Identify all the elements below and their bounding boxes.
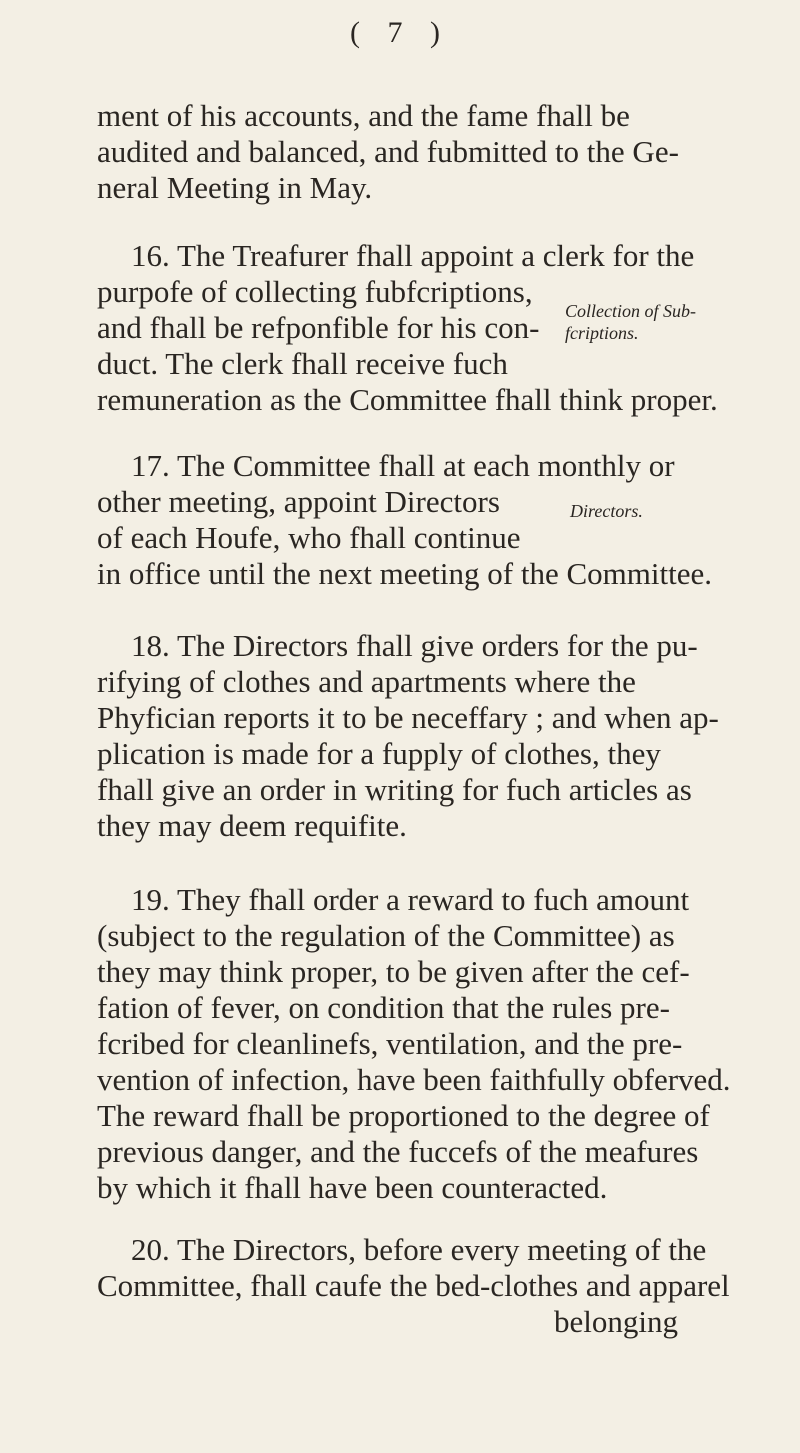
text-line: previous danger, and the fuccefs of the meafures bbox=[97, 1134, 699, 1169]
text-line: Committee, fhall caufe the bed-clothes and apparel bbox=[97, 1268, 730, 1303]
text-line: they may think proper, to be given after the cef- bbox=[97, 954, 690, 989]
rule-18-line: 18. The Directors fhall give orders for the pu- bbox=[131, 628, 698, 663]
text-line: purpofe of collecting fubfcriptions, bbox=[97, 274, 533, 309]
text-line: ment of his accounts, and the fame fhall be bbox=[97, 98, 630, 133]
rule-19-line: 19. They fhall order a reward to fuch amount bbox=[131, 882, 690, 917]
rule-20-line: 20. The Directors, before every meeting of the bbox=[131, 1232, 707, 1267]
text-line: plication is made for a fupply of clothes, they bbox=[97, 736, 661, 771]
text-line: The reward fhall be proportioned to the degree of bbox=[97, 1098, 710, 1133]
text-line: other meeting, appoint Directors bbox=[97, 484, 500, 519]
text-line: duct. The clerk fhall receive fuch bbox=[97, 346, 508, 381]
text-line: neral Meeting in May. bbox=[97, 170, 373, 205]
text-line: fation of fever, on condition that the rules pre- bbox=[97, 990, 670, 1025]
text-line: and fhall be refponfible for his con- bbox=[97, 310, 540, 345]
text-line: audited and balanced, and fubmitted to the Ge- bbox=[97, 134, 679, 169]
text-line: vention of infection, have been faithfully obferved. bbox=[97, 1062, 731, 1097]
text-line: of each Houfe, who fhall continue bbox=[97, 520, 521, 555]
text-line: fhall give an order in writing for fuch articles as bbox=[97, 772, 692, 807]
text-line: by which it fhall have been counteracted. bbox=[97, 1170, 608, 1205]
catchword: belonging bbox=[554, 1304, 678, 1339]
margin-note-directors: Directors. bbox=[570, 501, 643, 521]
text-line: rifying of clothes and apartments where the bbox=[97, 664, 636, 699]
rule-17-line: 17. The Committee fhall at each monthly or bbox=[131, 448, 675, 483]
text-line: in office until the next meeting of the Committee. bbox=[97, 556, 712, 591]
margin-note-collection-2: fcriptions. bbox=[565, 323, 639, 343]
text-line: remuneration as the Committee fhall think proper. bbox=[97, 382, 718, 417]
text-line: Phyfician reports it to be neceffary ; and when ap- bbox=[97, 700, 719, 735]
rule-16-line: 16. The Treafurer fhall appoint a clerk for the bbox=[131, 238, 695, 273]
margin-note-collection: Collection of Sub- bbox=[565, 301, 696, 321]
page-number-header: ( 7 ) bbox=[350, 16, 450, 49]
text-line: (subject to the regulation of the Committee) as bbox=[97, 918, 675, 953]
text-line: they may deem requifite. bbox=[97, 808, 407, 843]
text-line: fcribed for cleanlinefs, ventilation, and the pre- bbox=[97, 1026, 683, 1061]
